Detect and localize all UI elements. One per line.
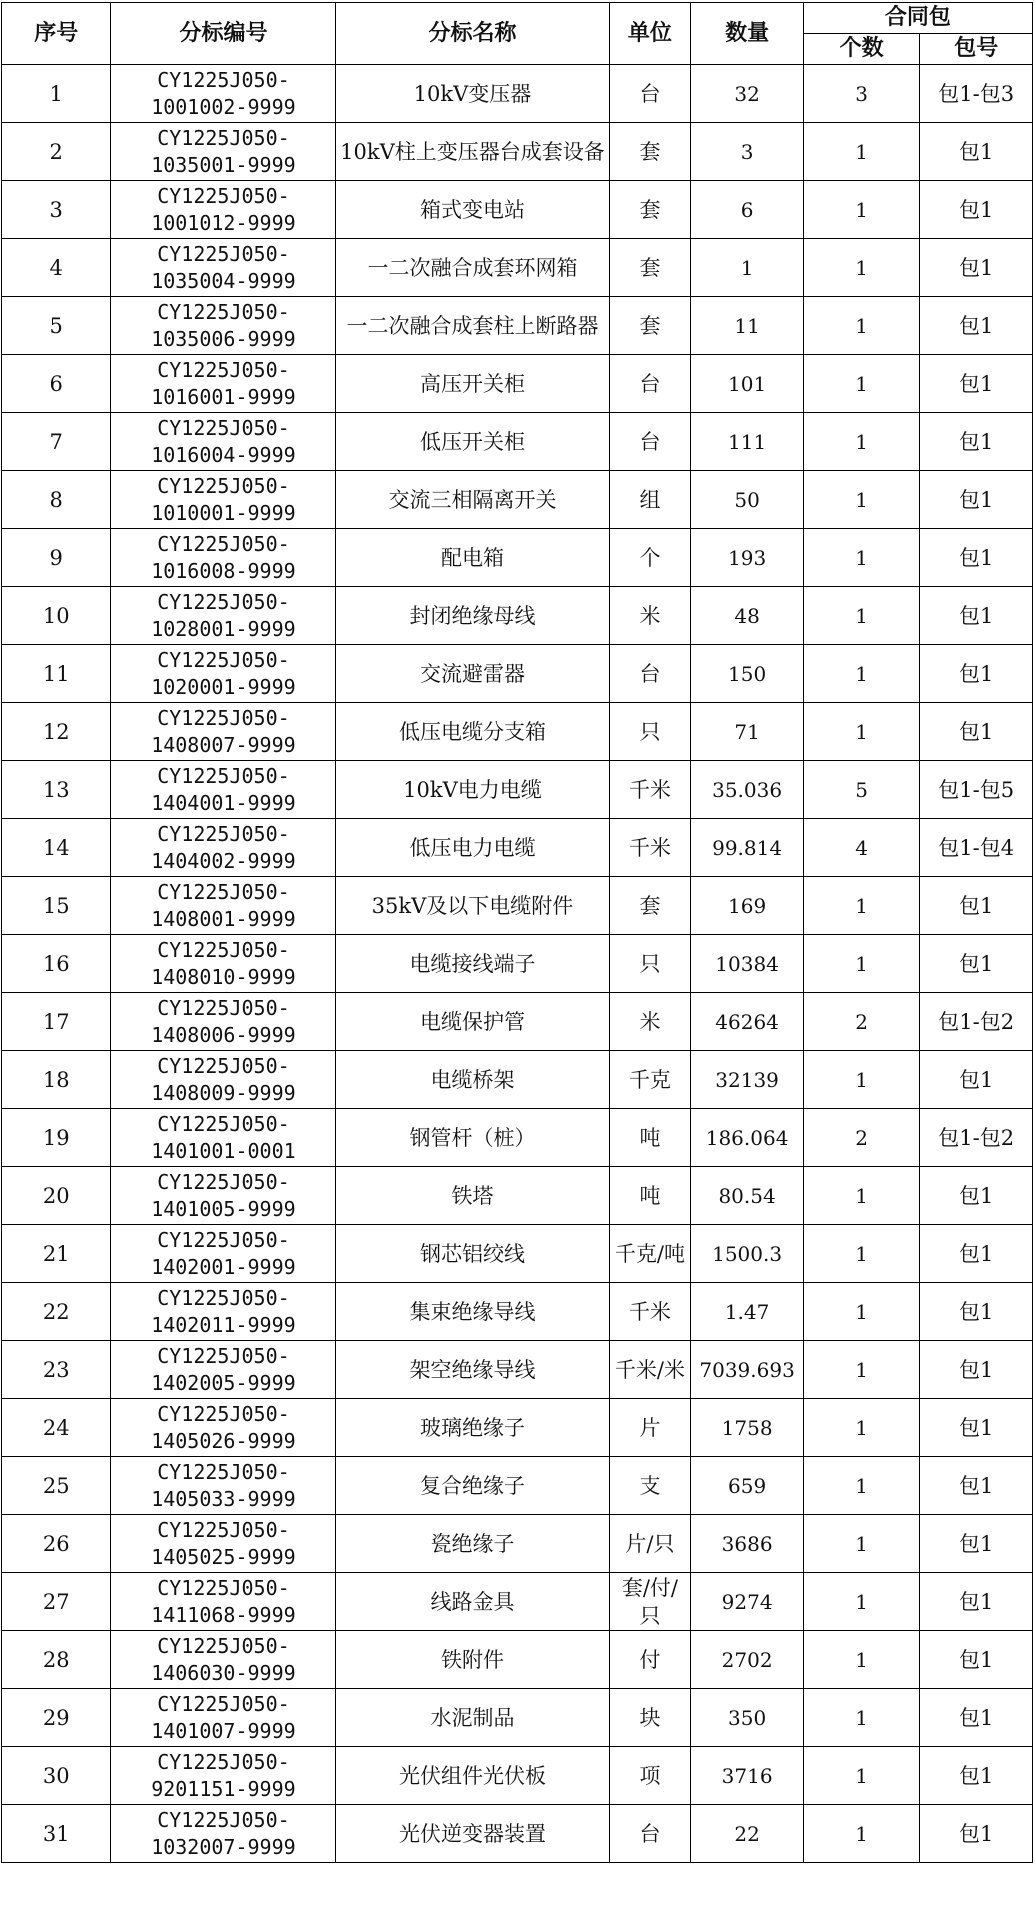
cell-lot-code: CY1225J050-1408009-9999	[111, 1051, 336, 1109]
cell-lot-name: 箱式变电站	[336, 181, 609, 239]
cell-lot-name: 电缆桥架	[336, 1051, 609, 1109]
cell-package-count: 1	[803, 239, 920, 297]
cell-package-count: 1	[803, 1747, 920, 1805]
cell-package-number: 包1-包5	[920, 761, 1033, 819]
cell-quantity: 46264	[691, 993, 804, 1051]
cell-lot-name: 交流避雷器	[336, 645, 609, 703]
cell-seq: 11	[2, 645, 111, 703]
cell-package-number: 包1	[920, 123, 1033, 181]
cell-package-count: 1	[803, 471, 920, 529]
cell-seq: 17	[2, 993, 111, 1051]
cell-package-count: 1	[803, 877, 920, 935]
cell-package-count: 5	[803, 761, 920, 819]
table-row	[2, 1283, 1033, 1341]
cell-lot-code: CY1225J050-1016001-9999	[111, 355, 336, 413]
header-lot-name: 分标名称	[336, 3, 609, 65]
cell-seq: 19	[2, 1109, 111, 1167]
cell-lot-name: 铁塔	[336, 1167, 609, 1225]
table-row	[2, 645, 1033, 703]
table-row	[2, 761, 1033, 819]
cell-package-number: 包1	[920, 1225, 1033, 1283]
cell-quantity: 3	[691, 123, 804, 181]
cell-quantity: 2702	[691, 1631, 804, 1689]
cell-package-count: 1	[803, 587, 920, 645]
cell-lot-code: CY1225J050-1408001-9999	[111, 877, 336, 935]
cell-seq: 23	[2, 1341, 111, 1399]
cell-lot-code: CY1225J050-1035006-9999	[111, 297, 336, 355]
cell-lot-name: 复合绝缘子	[336, 1457, 609, 1515]
cell-unit: 个	[609, 529, 691, 587]
cell-package-number: 包1	[920, 645, 1033, 703]
cell-package-number: 包1	[920, 471, 1033, 529]
cell-quantity: 1.47	[691, 1283, 804, 1341]
table-row	[2, 1399, 1033, 1457]
cell-package-count: 1	[803, 297, 920, 355]
cell-unit: 台	[609, 413, 691, 471]
cell-package-count: 1	[803, 181, 920, 239]
cell-quantity: 80.54	[691, 1167, 804, 1225]
cell-unit: 套	[609, 877, 691, 935]
cell-seq: 31	[2, 1805, 111, 1863]
cell-quantity: 10384	[691, 935, 804, 993]
table-row	[2, 529, 1033, 587]
cell-seq: 7	[2, 413, 111, 471]
cell-unit: 千米	[609, 1283, 691, 1341]
cell-package-number: 包1	[920, 1457, 1033, 1515]
cell-package-number: 包1-包3	[920, 65, 1033, 123]
cell-package-count: 2	[803, 1109, 920, 1167]
cell-lot-code: CY1225J050-1402005-9999	[111, 1341, 336, 1399]
cell-lot-name: 电缆接线端子	[336, 935, 609, 993]
cell-unit: 台	[609, 1805, 691, 1863]
cell-lot-name: 配电箱	[336, 529, 609, 587]
table-row	[2, 413, 1033, 471]
cell-lot-code: CY1225J050-1001012-9999	[111, 181, 336, 239]
cell-quantity: 193	[691, 529, 804, 587]
cell-lot-code: CY1225J050-1401007-9999	[111, 1689, 336, 1747]
header-quantity: 数量	[691, 3, 804, 65]
cell-seq: 3	[2, 181, 111, 239]
cell-lot-code: CY1225J050-1402001-9999	[111, 1225, 336, 1283]
cell-lot-code: CY1225J050-1035004-9999	[111, 239, 336, 297]
table-row	[2, 1689, 1033, 1747]
table-row	[2, 1225, 1033, 1283]
cell-quantity: 169	[691, 877, 804, 935]
cell-lot-name: 一二次融合成套柱上断路器	[336, 297, 609, 355]
cell-lot-name: 架空绝缘导线	[336, 1341, 609, 1399]
header-unit: 单位	[609, 3, 691, 65]
cell-unit: 只	[609, 703, 691, 761]
cell-unit: 项	[609, 1747, 691, 1805]
cell-package-number: 包1	[920, 181, 1033, 239]
cell-package-count: 3	[803, 65, 920, 123]
tender-lot-table	[1, 2, 1033, 1863]
cell-unit: 套	[609, 239, 691, 297]
cell-lot-name: 一二次融合成套环网箱	[336, 239, 609, 297]
cell-quantity: 71	[691, 703, 804, 761]
cell-lot-code: CY1225J050-1035001-9999	[111, 123, 336, 181]
cell-unit: 千克	[609, 1051, 691, 1109]
cell-lot-name: 低压开关柜	[336, 413, 609, 471]
cell-lot-name: 交流三相隔离开关	[336, 471, 609, 529]
cell-quantity: 186.064	[691, 1109, 804, 1167]
cell-lot-name: 封闭绝缘母线	[336, 587, 609, 645]
cell-quantity: 111	[691, 413, 804, 471]
cell-lot-name: 瓷绝缘子	[336, 1515, 609, 1573]
cell-unit: 片/只	[609, 1515, 691, 1573]
table-row	[2, 1805, 1033, 1863]
cell-unit: 组	[609, 471, 691, 529]
cell-package-number: 包1	[920, 1399, 1033, 1457]
cell-quantity: 35.036	[691, 761, 804, 819]
cell-unit: 套	[609, 123, 691, 181]
cell-quantity: 1	[691, 239, 804, 297]
cell-package-count: 1	[803, 1167, 920, 1225]
cell-lot-code: CY1225J050-1405026-9999	[111, 1399, 336, 1457]
cell-unit: 只	[609, 935, 691, 993]
cell-package-number: 包1	[920, 1341, 1033, 1399]
table-row	[2, 1515, 1033, 1573]
cell-quantity: 50	[691, 471, 804, 529]
table-row	[2, 355, 1033, 413]
cell-lot-code: CY1225J050-1001002-9999	[111, 65, 336, 123]
cell-lot-code: CY1225J050-1404002-9999	[111, 819, 336, 877]
cell-seq: 14	[2, 819, 111, 877]
table-row	[2, 297, 1033, 355]
cell-quantity: 101	[691, 355, 804, 413]
table-row	[2, 65, 1033, 123]
cell-lot-name: 钢管杆（桩）	[336, 1109, 609, 1167]
header-contract-package: 合同包	[803, 3, 1032, 34]
cell-lot-name: 10kV变压器	[336, 65, 609, 123]
cell-seq: 18	[2, 1051, 111, 1109]
cell-seq: 1	[2, 65, 111, 123]
cell-unit: 台	[609, 355, 691, 413]
cell-seq: 4	[2, 239, 111, 297]
cell-lot-code: CY1225J050-1405033-9999	[111, 1457, 336, 1515]
cell-quantity: 3686	[691, 1515, 804, 1573]
cell-package-number: 包1	[920, 587, 1033, 645]
cell-lot-code: CY1225J050-1402011-9999	[111, 1283, 336, 1341]
cell-seq: 13	[2, 761, 111, 819]
table-row	[2, 123, 1033, 181]
cell-package-number: 包1	[920, 1631, 1033, 1689]
cell-package-number: 包1	[920, 297, 1033, 355]
cell-package-number: 包1	[920, 1747, 1033, 1805]
cell-lot-code: CY1225J050-1020001-9999	[111, 645, 336, 703]
cell-unit: 套	[609, 297, 691, 355]
cell-package-count: 1	[803, 1341, 920, 1399]
cell-seq: 20	[2, 1167, 111, 1225]
cell-unit: 台	[609, 645, 691, 703]
cell-package-number: 包1	[920, 1573, 1033, 1631]
cell-quantity: 32139	[691, 1051, 804, 1109]
cell-lot-code: CY1225J050-1032007-9999	[111, 1805, 336, 1863]
cell-package-number: 包1-包2	[920, 993, 1033, 1051]
cell-seq: 16	[2, 935, 111, 993]
cell-package-number: 包1	[920, 877, 1033, 935]
cell-seq: 26	[2, 1515, 111, 1573]
cell-lot-name: 铁附件	[336, 1631, 609, 1689]
cell-unit: 套	[609, 181, 691, 239]
cell-lot-code: CY1225J050-1405025-9999	[111, 1515, 336, 1573]
cell-quantity: 32	[691, 65, 804, 123]
cell-seq: 5	[2, 297, 111, 355]
table-row	[2, 703, 1033, 761]
cell-lot-code: CY1225J050-1408006-9999	[111, 993, 336, 1051]
cell-package-number: 包1	[920, 413, 1033, 471]
cell-quantity: 350	[691, 1689, 804, 1747]
cell-package-number: 包1	[920, 703, 1033, 761]
cell-quantity: 7039.693	[691, 1341, 804, 1399]
table-row	[2, 1631, 1033, 1689]
cell-package-number: 包1	[920, 529, 1033, 587]
cell-unit: 米	[609, 993, 691, 1051]
cell-lot-name: 低压电缆分支箱	[336, 703, 609, 761]
cell-seq: 8	[2, 471, 111, 529]
cell-seq: 15	[2, 877, 111, 935]
header-package-count: 个数	[803, 34, 920, 65]
header-lot-code: 分标编号	[111, 3, 336, 65]
cell-quantity: 659	[691, 1457, 804, 1515]
cell-package-number: 包1	[920, 1283, 1033, 1341]
cell-package-number: 包1	[920, 1805, 1033, 1863]
table-row	[2, 935, 1033, 993]
cell-lot-name: 低压电力电缆	[336, 819, 609, 877]
cell-lot-name: 光伏逆变器装置	[336, 1805, 609, 1863]
cell-package-count: 1	[803, 355, 920, 413]
cell-seq: 22	[2, 1283, 111, 1341]
cell-seq: 12	[2, 703, 111, 761]
cell-seq: 28	[2, 1631, 111, 1689]
cell-package-number: 包1	[920, 355, 1033, 413]
cell-package-count: 1	[803, 413, 920, 471]
cell-package-count: 2	[803, 993, 920, 1051]
cell-unit: 千米	[609, 761, 691, 819]
cell-quantity: 1500.3	[691, 1225, 804, 1283]
cell-lot-name: 线路金具	[336, 1573, 609, 1631]
cell-package-number: 包1	[920, 1515, 1033, 1573]
table-row	[2, 239, 1033, 297]
cell-lot-code: CY1225J050-1404001-9999	[111, 761, 336, 819]
cell-lot-name: 光伏组件光伏板	[336, 1747, 609, 1805]
cell-quantity: 3716	[691, 1747, 804, 1805]
cell-quantity: 99.814	[691, 819, 804, 877]
cell-package-count: 1	[803, 645, 920, 703]
cell-lot-name: 35kV及以下电缆附件	[336, 877, 609, 935]
cell-seq: 9	[2, 529, 111, 587]
cell-lot-name: 电缆保护管	[336, 993, 609, 1051]
cell-lot-name: 10kV柱上变压器台成套设备	[336, 123, 609, 181]
cell-lot-code: CY1225J050-1028001-9999	[111, 587, 336, 645]
cell-seq: 10	[2, 587, 111, 645]
cell-lot-name: 钢芯铝绞线	[336, 1225, 609, 1283]
cell-unit: 吨	[609, 1109, 691, 1167]
cell-seq: 21	[2, 1225, 111, 1283]
cell-package-count: 1	[803, 1283, 920, 1341]
cell-seq: 24	[2, 1399, 111, 1457]
cell-package-count: 1	[803, 1805, 920, 1863]
cell-package-count: 1	[803, 1457, 920, 1515]
cell-quantity: 150	[691, 645, 804, 703]
table-row	[2, 1573, 1033, 1631]
cell-lot-name: 集束绝缘导线	[336, 1283, 609, 1341]
cell-lot-code: CY1225J050-9201151-9999	[111, 1747, 336, 1805]
cell-package-number: 包1	[920, 935, 1033, 993]
cell-seq: 25	[2, 1457, 111, 1515]
cell-lot-name: 高压开关柜	[336, 355, 609, 413]
cell-package-count: 1	[803, 123, 920, 181]
cell-lot-code: CY1225J050-1406030-9999	[111, 1631, 336, 1689]
cell-package-count: 1	[803, 1225, 920, 1283]
cell-unit: 米	[609, 587, 691, 645]
cell-package-number: 包1-包2	[920, 1109, 1033, 1167]
table-row	[2, 819, 1033, 877]
cell-package-count: 1	[803, 1515, 920, 1573]
cell-package-count: 1	[803, 703, 920, 761]
cell-package-count: 1	[803, 529, 920, 587]
cell-package-number: 包1	[920, 1051, 1033, 1109]
cell-package-count: 1	[803, 1631, 920, 1689]
cell-lot-code: CY1225J050-1016008-9999	[111, 529, 336, 587]
table-row	[2, 1109, 1033, 1167]
table-row	[2, 471, 1033, 529]
table-row	[2, 1341, 1033, 1399]
cell-seq: 27	[2, 1573, 111, 1631]
cell-unit: 块	[609, 1689, 691, 1747]
table-row	[2, 993, 1033, 1051]
cell-lot-code: CY1225J050-1401001-0001	[111, 1109, 336, 1167]
cell-unit: 吨	[609, 1167, 691, 1225]
table-row	[2, 181, 1033, 239]
cell-quantity: 1758	[691, 1399, 804, 1457]
cell-lot-code: CY1225J050-1010001-9999	[111, 471, 336, 529]
cell-unit: 支	[609, 1457, 691, 1515]
cell-seq: 29	[2, 1689, 111, 1747]
cell-unit: 片	[609, 1399, 691, 1457]
cell-package-count: 1	[803, 1051, 920, 1109]
cell-quantity: 6	[691, 181, 804, 239]
table-row	[2, 1457, 1033, 1515]
cell-quantity: 48	[691, 587, 804, 645]
cell-unit: 套/付/只	[609, 1573, 691, 1631]
cell-lot-name: 玻璃绝缘子	[336, 1399, 609, 1457]
cell-package-number: 包1	[920, 1167, 1033, 1225]
table-row	[2, 1747, 1033, 1805]
table-row	[2, 1051, 1033, 1109]
cell-lot-code: CY1225J050-1016004-9999	[111, 413, 336, 471]
cell-seq: 6	[2, 355, 111, 413]
cell-package-number: 包1-包4	[920, 819, 1033, 877]
cell-lot-name: 水泥制品	[336, 1689, 609, 1747]
table-body	[2, 65, 1033, 1863]
table-row	[2, 877, 1033, 935]
cell-package-number: 包1	[920, 239, 1033, 297]
cell-lot-code: CY1225J050-1408007-9999	[111, 703, 336, 761]
cell-unit: 千米/米	[609, 1341, 691, 1399]
cell-lot-name: 10kV电力电缆	[336, 761, 609, 819]
cell-unit: 千克/吨	[609, 1225, 691, 1283]
cell-quantity: 9274	[691, 1573, 804, 1631]
cell-quantity: 22	[691, 1805, 804, 1863]
cell-package-count: 1	[803, 1573, 920, 1631]
cell-lot-code: CY1225J050-1401005-9999	[111, 1167, 336, 1225]
cell-package-number: 包1	[920, 1689, 1033, 1747]
cell-lot-code: CY1225J050-1411068-9999	[111, 1573, 336, 1631]
cell-package-count: 1	[803, 935, 920, 993]
cell-quantity: 11	[691, 297, 804, 355]
cell-unit: 付	[609, 1631, 691, 1689]
cell-package-count: 1	[803, 1689, 920, 1747]
table-row	[2, 587, 1033, 645]
cell-lot-code: CY1225J050-1408010-9999	[111, 935, 336, 993]
cell-seq: 30	[2, 1747, 111, 1805]
cell-package-count: 4	[803, 819, 920, 877]
table-row	[2, 1167, 1033, 1225]
cell-unit: 台	[609, 65, 691, 123]
cell-seq: 2	[2, 123, 111, 181]
cell-package-count: 1	[803, 1399, 920, 1457]
header-seq: 序号	[2, 3, 111, 65]
cell-unit: 千米	[609, 819, 691, 877]
header-package-number: 包号	[920, 34, 1033, 65]
